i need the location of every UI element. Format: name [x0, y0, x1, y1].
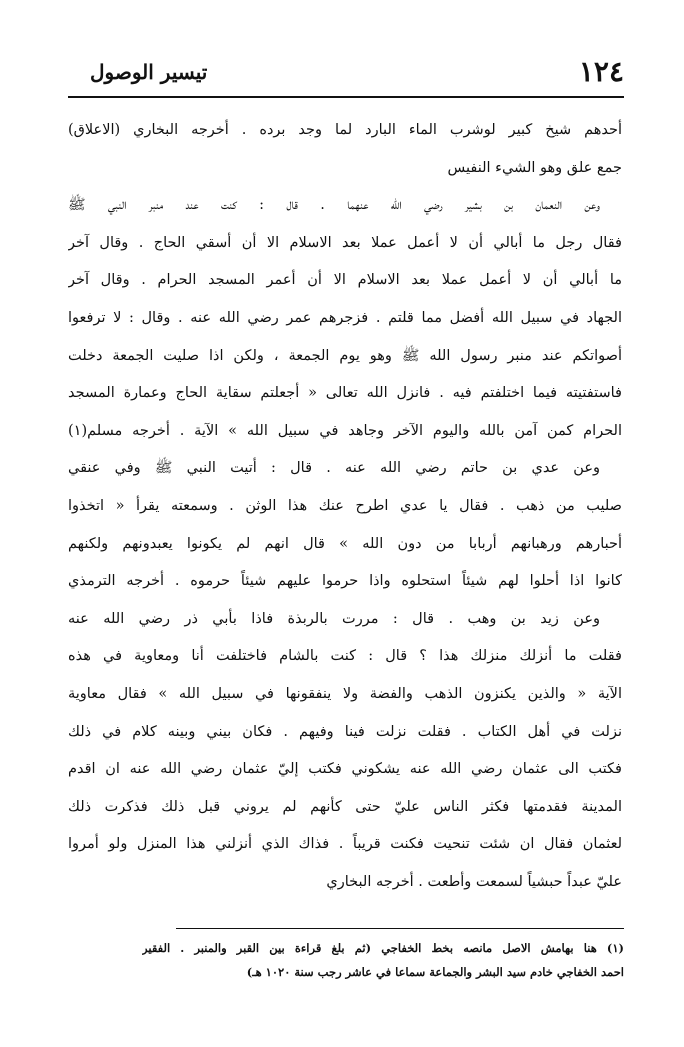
text-line: المدينة فقدمتها فكثر الناس عليّ حتى كأنهم لم يروني قبل ذلك فذكرت ذلك [68, 798, 622, 815]
text-line: فقلت ما أنزلك منزلك هذا ؟ قال : كنت بالشام فاختلفت أنا ومعاوية في هذه [68, 648, 622, 665]
main-text [68, 112, 622, 901]
text-line: فقال رجل ما أبالي أن لا أعمل عملا بعد الاسلام الا أن أسقي الحاج . وقال آخر [68, 234, 622, 251]
text-line: كانوا اذا أحلوا لهم شيئاً استحلوه واذا حرموا عليهم شيئاً حرموه . أخرجه الترمذي [68, 573, 622, 590]
text-line: الآية « والذين يكنزون الذهب والفضة ولا ينفقونها في سبيل الله » فقال معاوية [68, 685, 622, 702]
text-line: أصواتكم عند منبر رسول الله ﷺ وهو يوم الجمعة ، ولكن اذا صليت الجمعة دخلت [68, 347, 622, 364]
text-line: فكتب الى عثمان رضي الله عنه يشكوني فكتب إليّ عثمان رضي الله عنه ان اقدم [68, 761, 622, 778]
text-line: ما أبالي أن لا أعمل عملا بعد الاسلام الا أن أعمر المسجد الحرام . وقال آخر [68, 272, 622, 289]
footnote-line: احمد الخفاجي خادم سيد البشر والجماعة سماعا في عاشر رجب سنة ١٠٢٠ هـ) [246, 965, 624, 979]
text-line: لعثمان فقال ان شئت تنحيت فكنت قريباً . فذاك الذي أنزلني هذا المنزل ولو أمروا [68, 836, 622, 853]
text-line: الحرام كمن آمن بالله واليوم الآخر وجاهد في سبيل الله » الآية . أخرجه مسلم(١) [68, 422, 622, 439]
text-line: جمع علق وهو الشيء النفيس [447, 159, 622, 176]
text-line: نزلت في أهل الكتاب . فقلت نزلت فينا وفيهم . فكان بيني وبينه كلام في ذلك [68, 723, 622, 740]
text-line: صليب من ذهب . فقال يا عدي اطرح عنك هذا الوثن . وسمعته يقرأ « اتخذوا [68, 497, 622, 514]
page-header [90, 52, 624, 92]
text-line: وعن زيد بن وهب . قال : مررت بالربذة فاذا بأبي ذر رضي الله عنه [68, 610, 600, 627]
running-title: تيسير الوصول [90, 60, 208, 84]
footnote-rule [176, 928, 624, 929]
header-rule [68, 96, 624, 98]
text-line: الجهاد في سبيل الله أفضل مما قلتم . فزجرهم عمر رضي الله عنه . وقال : لا ترفعوا [68, 309, 622, 326]
text-line: عليّ عبداً حبشياً لسمعت وأطعت . أخرجه البخاري [326, 873, 622, 890]
footnote-line: (١) هنا بهامش الاصل مانصه بخط الخفاجي (ثم بلغ قراءة بين القبر والمنبر . الفقير [142, 941, 624, 955]
footnotes [142, 936, 624, 984]
text-line: وعن النعمان بن بشير رضي الله عنهما . قال : كنت عند منبر النبي ﷺ [68, 197, 600, 214]
text-line: أحبارهم ورهبانهم أربابا من دون الله » قال انهم لم يكونوا يعبدونهم ولكنهم [68, 535, 622, 552]
text-line: فاستفتيته فيما اختلفتم فيه . فانزل الله تعالى « أجعلتم سقاية الحاج وعمارة المسجد [68, 385, 622, 402]
page-number: ١٢٤ [578, 55, 624, 88]
text-line: وعن عدي بن حاتم رضي الله عنه . قال : أتيت النبي ﷺ وفي عنقي [68, 460, 600, 477]
text-line: أحدهم شيخ كبير لوشرب الماء البارد لما وجد برده . أخرجه البخاري (الاعلاق) [68, 122, 622, 138]
